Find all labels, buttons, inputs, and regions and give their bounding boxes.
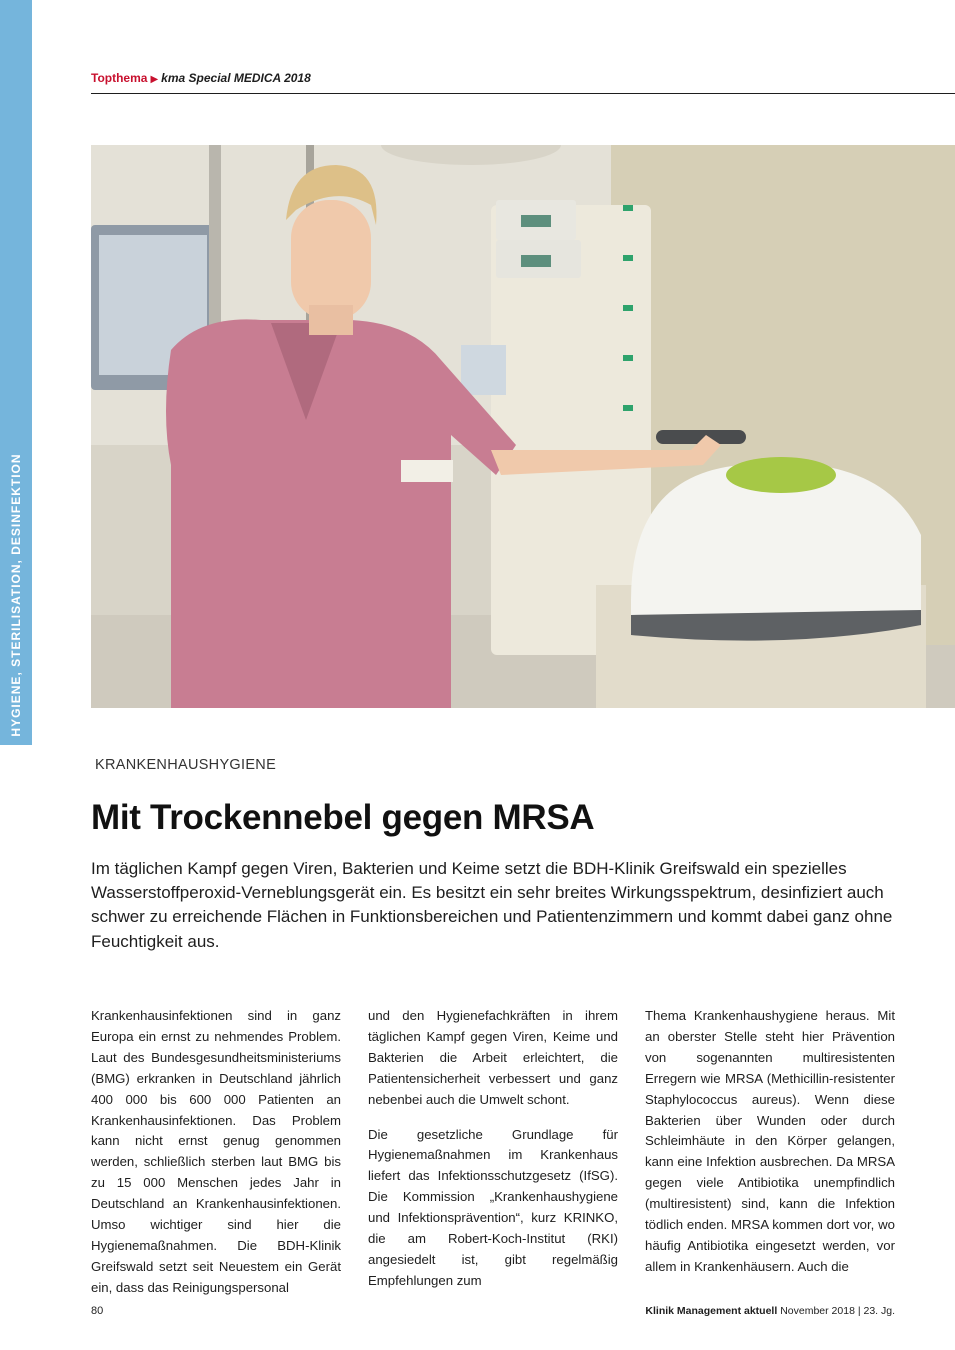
paragraph: und den Hygienefachkräften in ihrem täglichen Kampf gegen Viren, Keime und Bakterien die Arbeit erleichtert, die Patientensicherheit verbessert und ganz nebenbei auch die Umwelt schont. <box>368 1008 618 1107</box>
paragraph: Krankenhausinfektionen sind in ganz Europa ein ernst zu nehmendes Problem. Laut des Bundesgesundheitsministeriums (BMG) erkranken in Deutschland jährlich 400 000 bis 600 000 Patienten an Krankenhausinfektionen. Das Problem kann nicht ernst genug genommen werden, schließlich sterben laut BMG bis zu 15 000 Menschen jedes Jahr in Deutschland an Krankenhausinfektionen. Umso wichtiger sind hier die Hygienemaßnahmen. Die BDH-Klinik Greifswald setzt seit Neuestem ein Gerät ein, dass das Reinigungspersonal <box>91 1008 341 1295</box>
section-label: HYGIENE, STERILISATION, DESINFEKTION <box>9 453 23 737</box>
article-lead: Im täglichen Kampf gegen Viren, Bakterien und Keime setzt die BDH-Klinik Greifswald ein spezielles Wasserstoffperoxid-Verneblungsgerät ein. Es besitzt ein sehr breites Wirkungsspektrum, desinfiziert auch schwer zu erreichende Flächen in Funktionsbereichen und Patientenzimmern und kommt dabei ganz ohne Feuchtigkeit aus. <box>91 859 893 951</box>
text-column-1 <box>91 1006 341 1313</box>
special-label: kma Special MEDICA 2018 <box>161 71 311 85</box>
article-kicker: KRANKENHAUSHYGIENE <box>95 757 277 773</box>
text-column-2 <box>368 1006 618 1306</box>
page-number: 80 <box>91 1305 104 1317</box>
rubric-label: Topthema <box>91 71 148 85</box>
text-column-3 <box>645 1006 895 1292</box>
header-divider <box>91 93 955 94</box>
page-header <box>91 71 311 85</box>
article-photo <box>91 145 955 708</box>
paragraph: Thema Krankenhaushygiene heraus. Mit an oberster Stelle steht hier Prävention von sogenannten multiresistenten Erregern wie MRSA (Methicillin-resistenter Staphylococcus aureus). Wenn diese Bakterien über Wunden oder durch Schleimhäute in den Körper gelangen, kann eine Infektion ausbrechen. Da MRSA gegen viele Antibiotika unempfindlich (multiresistent) sind, kann die Infektion tödlich enden. MRSA kommen dort vor, wo häufig Antibiotika eingesetzt werden, vor allem in Krankenhäusern. Auch die <box>645 1008 895 1274</box>
magazine-name: Klinik Management aktuell <box>645 1305 778 1317</box>
footer-magazine <box>645 1305 895 1317</box>
section-sidebar <box>0 0 32 745</box>
article-title: Mit Trockennebel gegen MRSA <box>91 798 595 837</box>
arrow-right-icon: ▶ <box>150 74 159 85</box>
paragraph: Die gesetzliche Grundlage für Hygienemaßnahmen im Krankenhaus liefert das Infektionsschutzgesetz (IfSG). Die Kommission „Krankenhaushygiene und Infektionsprävention“, kurz KRINKO, die am Robert-Koch-Institut (RKI) angesiedelt ist, gibt regelmäßig Empfehlungen zum <box>368 1126 618 1288</box>
issue-info: November 2018 | 23. Jg. <box>780 1305 895 1317</box>
